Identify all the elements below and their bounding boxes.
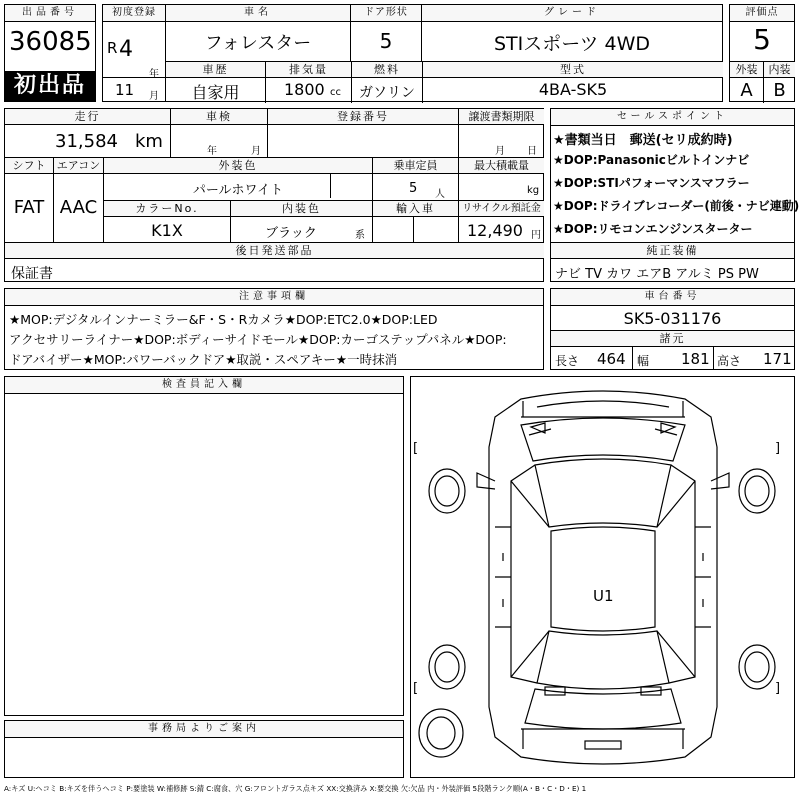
windshield bbox=[535, 459, 671, 527]
int-color-unit: 系 bbox=[355, 230, 365, 241]
color-no-label: カラーNo. bbox=[104, 201, 230, 217]
car-name-label: 車名 bbox=[166, 5, 350, 22]
sales-point: ★DOP:Panasonicビルトインナビ bbox=[553, 153, 750, 167]
recycle-value: 12,490 bbox=[467, 221, 523, 240]
reg-no-label: 登録番号 bbox=[268, 109, 458, 125]
inspection-year-unit: 年 bbox=[207, 146, 217, 157]
bracket-left-top: [ bbox=[413, 441, 419, 456]
first-listing-badge: 初出品 bbox=[5, 71, 95, 101]
legend: A:キズ U:ヘコミ B:キズを伴うヘコミ P:要塗装 W:補修跡 S:錆 C:腐食、穴 G:フロントガラス点キズ XX:交換済み X:要交換 欠:欠品 内・外装評価 5段階ランク順(A・B・C・D・E) 1 bbox=[4, 784, 587, 793]
score-box bbox=[729, 4, 795, 62]
later-parts-value: 保証書 bbox=[11, 266, 53, 282]
shift-value: FAT bbox=[13, 197, 45, 218]
transfer-month-unit: 月 bbox=[495, 146, 505, 157]
sales-points-label: セールスポイント bbox=[551, 109, 794, 126]
fuel-label: 燃料 bbox=[352, 62, 422, 78]
width-label: 幅 bbox=[637, 354, 650, 368]
door-box bbox=[350, 4, 422, 62]
mileage-value: 31,584 bbox=[55, 131, 118, 152]
car-name-box bbox=[165, 4, 351, 62]
interior-label: 内装 bbox=[764, 62, 795, 78]
shift-label: シフト bbox=[5, 158, 53, 174]
era: R bbox=[107, 39, 118, 57]
bracket-right-top: ] bbox=[775, 441, 781, 456]
ac-value: AAC bbox=[59, 197, 98, 218]
office-label: 事務局よりご案内 bbox=[5, 721, 403, 738]
inspection-label: 車検 bbox=[171, 109, 267, 125]
capacity-value: 5 bbox=[409, 181, 418, 196]
info-table bbox=[4, 108, 544, 282]
car-name: フォレスター bbox=[204, 33, 312, 54]
car-diagram-box bbox=[410, 376, 795, 778]
rear-window bbox=[537, 631, 669, 689]
history-label: 車歴 bbox=[166, 62, 265, 78]
grade-label: グレード bbox=[422, 5, 722, 22]
transfer-day-unit: 日 bbox=[527, 146, 537, 157]
roof bbox=[551, 527, 655, 631]
sales-point: ★DOP:STIパフォーマンスマフラー bbox=[553, 176, 750, 190]
inspector-label: 検査員記入欄 bbox=[5, 377, 403, 394]
chassis-box bbox=[550, 288, 795, 370]
dims-label: 諸元 bbox=[551, 331, 794, 347]
first-registration-label: 初度登録 bbox=[103, 5, 165, 22]
chassis-label: 車台番号 bbox=[551, 289, 794, 306]
load-unit: kg bbox=[527, 185, 540, 196]
recycle-label: リサイクル預託金 bbox=[459, 201, 544, 217]
lot-number-box bbox=[4, 4, 96, 102]
grade-value: STIスポーツ 4WD bbox=[493, 33, 651, 55]
sales-point: ★DOP:ドライブレコーダー(前後・ナビ連動) bbox=[553, 199, 800, 213]
equipment-value: ナビ TV カワ エアB アルミ PS PW bbox=[555, 267, 759, 282]
inspection-month-unit: 月 bbox=[251, 146, 261, 157]
spec-row bbox=[165, 61, 723, 102]
inspector-box bbox=[4, 376, 404, 716]
sales-point: ★書類当日 郵送(セリ成約時) bbox=[553, 133, 733, 148]
notes-line: ドアバイザー★MOP:パワーバックドア★取説・スペアキー★一時抹消 bbox=[9, 352, 398, 367]
year-unit: 年 bbox=[149, 69, 159, 80]
exterior-label: 外装 bbox=[730, 62, 763, 78]
displacement-label: 排気量 bbox=[266, 62, 351, 78]
load-label: 最大積載量 bbox=[459, 158, 544, 174]
color-no-value: K1X bbox=[151, 221, 183, 240]
capacity-unit: 人 bbox=[435, 189, 445, 200]
lot-number: 36085 bbox=[9, 27, 92, 57]
import-label: 輸入車 bbox=[373, 201, 458, 217]
month-unit: 月 bbox=[149, 91, 159, 102]
int-color-value: ブラック bbox=[265, 226, 317, 241]
displacement-value: 1800 bbox=[284, 80, 325, 99]
int-color-label: 内装色 bbox=[231, 201, 372, 217]
score-label: 評価点 bbox=[730, 5, 794, 22]
model-label: 型式 bbox=[423, 62, 723, 78]
sales-point: ★DOP:リモコンエンジンスターター bbox=[553, 222, 753, 236]
bracket-left-bottom: [ bbox=[413, 681, 419, 696]
ext-int-box bbox=[729, 61, 795, 102]
door-label: ドア形状 bbox=[351, 5, 421, 22]
width-value: 181 bbox=[681, 350, 710, 368]
body-outline bbox=[489, 391, 717, 764]
office-box bbox=[4, 720, 404, 778]
spare-tire bbox=[419, 709, 463, 757]
mileage-unit: km bbox=[135, 131, 163, 152]
ext-color-value: パールホワイト bbox=[192, 183, 284, 198]
height-value: 171 bbox=[763, 350, 792, 368]
later-parts-label: 後日発送部品 bbox=[5, 243, 544, 259]
bracket-right-bottom: ] bbox=[775, 681, 781, 696]
ext-color-label: 外装色 bbox=[104, 158, 372, 174]
length-label: 長さ bbox=[555, 354, 580, 368]
notes-box bbox=[4, 288, 544, 370]
chassis-number: SK5-031176 bbox=[623, 309, 722, 328]
ac-label: エアコン bbox=[54, 158, 103, 174]
car-diagram bbox=[411, 377, 794, 777]
recycle-unit: 円 bbox=[531, 230, 541, 241]
model-value: 4BA-SK5 bbox=[538, 80, 608, 99]
transfer-label: 譲渡書類期限 bbox=[459, 109, 544, 125]
grade-box bbox=[421, 4, 723, 62]
sales-points-box bbox=[550, 108, 800, 282]
notes-label: 注意事項欄 bbox=[5, 289, 543, 306]
notes-line: ★MOP:デジタルインナーミラー&F・S・Rカメラ★DOP:ETC2.0★DOP:LED bbox=[9, 312, 438, 327]
height-label: 高さ bbox=[717, 354, 742, 368]
length-value: 464 bbox=[597, 350, 626, 368]
exterior-value: A bbox=[740, 80, 753, 101]
mileage-label: 走行 bbox=[5, 109, 170, 125]
reg-month: 11 bbox=[115, 81, 135, 99]
equipment-label: 純正装備 bbox=[551, 243, 794, 259]
lot-number-label: 出品番号 bbox=[5, 5, 95, 22]
capacity-label: 乗車定員 bbox=[373, 158, 458, 174]
history-value: 自家用 bbox=[191, 83, 240, 102]
door-value: 5 bbox=[379, 29, 393, 53]
interior-value: B bbox=[773, 80, 786, 101]
score-value: 5 bbox=[753, 23, 771, 56]
first-registration-box bbox=[102, 4, 166, 102]
fuel-value: ガソリン bbox=[359, 85, 415, 101]
reg-year: 4 bbox=[119, 37, 133, 62]
notes-line: アクセサリーライナー★DOP:ボディーサイドモール★DOP:カーゴステップパネル★DOP: bbox=[9, 332, 507, 347]
displacement-unit: cc bbox=[330, 87, 341, 98]
damage-mark: U1 bbox=[593, 587, 614, 605]
